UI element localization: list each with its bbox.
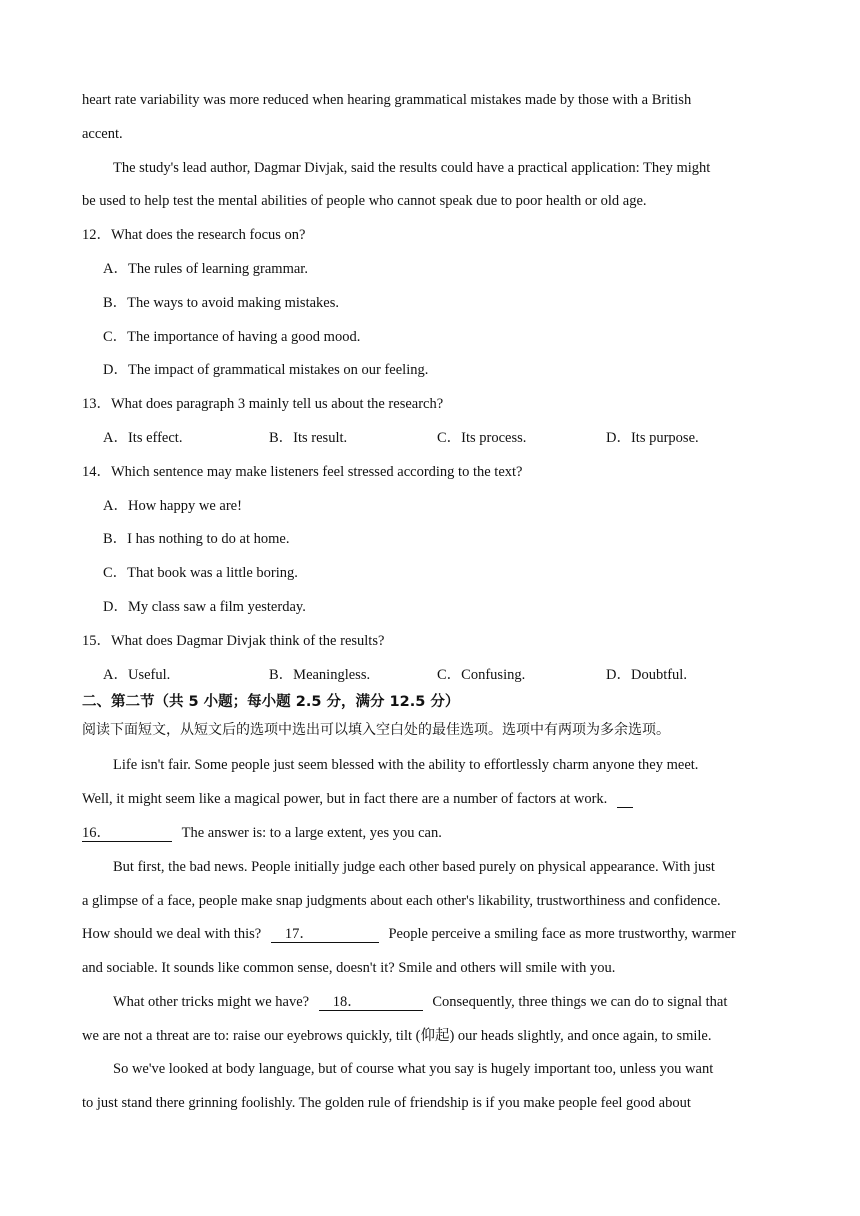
passage-line: heart rate variability was more reduced when hearing grammatical mistakes made by those with a British — [82, 92, 692, 108]
passage-line: we are not a threat are to: raise our eyebrows quickly, tilt (仰起) our heads slightly, and once again, to smile. — [82, 1028, 712, 1044]
q13-option-c[interactable]: C．Its process. — [437, 430, 527, 446]
passage-line — [82, 824, 442, 842]
q12-option-b[interactable]: B．The ways to avoid making mistakes. — [103, 295, 339, 311]
q15-option-b[interactable]: B．Meaningless. — [269, 667, 371, 683]
passage-line: to just stand there grinning foolishly. The golden rule of friendship is if you make people feel good about — [82, 1095, 691, 1111]
passage-text: Consequently, three things we can do to signal that — [432, 994, 728, 1010]
passage-text: People perceive a smiling face as more trustworthy, warmer — [388, 926, 736, 942]
passage-text: What other tricks might we have? — [113, 994, 310, 1010]
q14-option-c[interactable]: C．That book was a little boring. — [103, 565, 298, 581]
q13-option-a[interactable]: A．Its effect. — [103, 430, 183, 446]
q13-option-b[interactable]: B．Its result. — [269, 430, 348, 446]
passage-text: Well, it might seem like a magical power, but in fact there are a number of factors at work. — [82, 791, 608, 807]
passage-line: Life isn't fair. Some people just seem blessed with the ability to effortlessly charm anyone they meet. — [113, 757, 699, 773]
q12-option-c[interactable]: C．The importance of having a good mood. — [103, 329, 361, 345]
passage-line — [82, 790, 633, 808]
q15-option-c[interactable]: C．Confusing. — [437, 667, 526, 683]
q13-option-d[interactable]: D．Its purpose. — [606, 430, 699, 446]
passage-line: a glimpse of a face, people make snap judgments about each other's likability, trustworthiness and confidence. — [82, 893, 721, 909]
q14-option-b[interactable]: B．I has nothing to do at home. — [103, 531, 290, 547]
question-15-stem: 15．What does Dagmar Divjak think of the results? — [82, 633, 385, 649]
passage-line: accent. — [82, 126, 123, 142]
passage-line: So we've looked at body language, but of course what you say is hugely important too, unless you want — [113, 1061, 714, 1077]
section-instruction: 阅读下面短文，从短文后的选项中选出可以填入空白处的最佳选项。选项中有两项为多余选项。 — [82, 722, 670, 738]
question-13-stem: 13．What does paragraph 3 mainly tell us about the research? — [82, 396, 444, 412]
blank-16[interactable]: 16． — [82, 826, 172, 842]
passage-line — [82, 925, 736, 943]
blank-17[interactable]: 17． — [271, 927, 379, 943]
blank-18[interactable]: 18． — [319, 995, 423, 1011]
q14-option-d[interactable]: D．My class saw a film yesterday. — [103, 599, 306, 615]
q15-option-d[interactable]: D．Doubtful. — [606, 667, 687, 683]
blank-16-start — [617, 792, 633, 808]
question-12-stem: 12．What does the research focus on? — [82, 227, 306, 243]
question-14-stem: 14．Which sentence may make listeners feel stressed according to the text? — [82, 464, 523, 480]
q15-option-a[interactable]: A．Useful. — [103, 667, 171, 683]
q14-option-a[interactable]: A．How happy we are! — [103, 498, 242, 514]
passage-line: But first, the bad news. People initially judge each other based purely on physical appearance. With just — [113, 859, 715, 875]
section-heading: 二、第二节（共 5 小题；每小题 2.5 分，满分 12.5 分） — [82, 694, 460, 710]
passage-line — [113, 993, 727, 1011]
passage-line: be used to help test the mental abilities of people who cannot speak due to poor health or old age. — [82, 193, 647, 209]
passage-line: and sociable. It sounds like common sense, doesn't it? Smile and others will smile with you. — [82, 960, 616, 976]
passage-text: The answer is: to a large extent, yes you can. — [181, 825, 442, 841]
q12-option-a[interactable]: A．The rules of learning grammar. — [103, 261, 308, 277]
q12-option-d[interactable]: D．The impact of grammatical mistakes on our feeling. — [103, 362, 429, 378]
passage-line: The study's lead author, Dagmar Divjak, said the results could have a practical application: They might — [113, 160, 711, 176]
passage-text: How should we deal with this? — [82, 926, 262, 942]
